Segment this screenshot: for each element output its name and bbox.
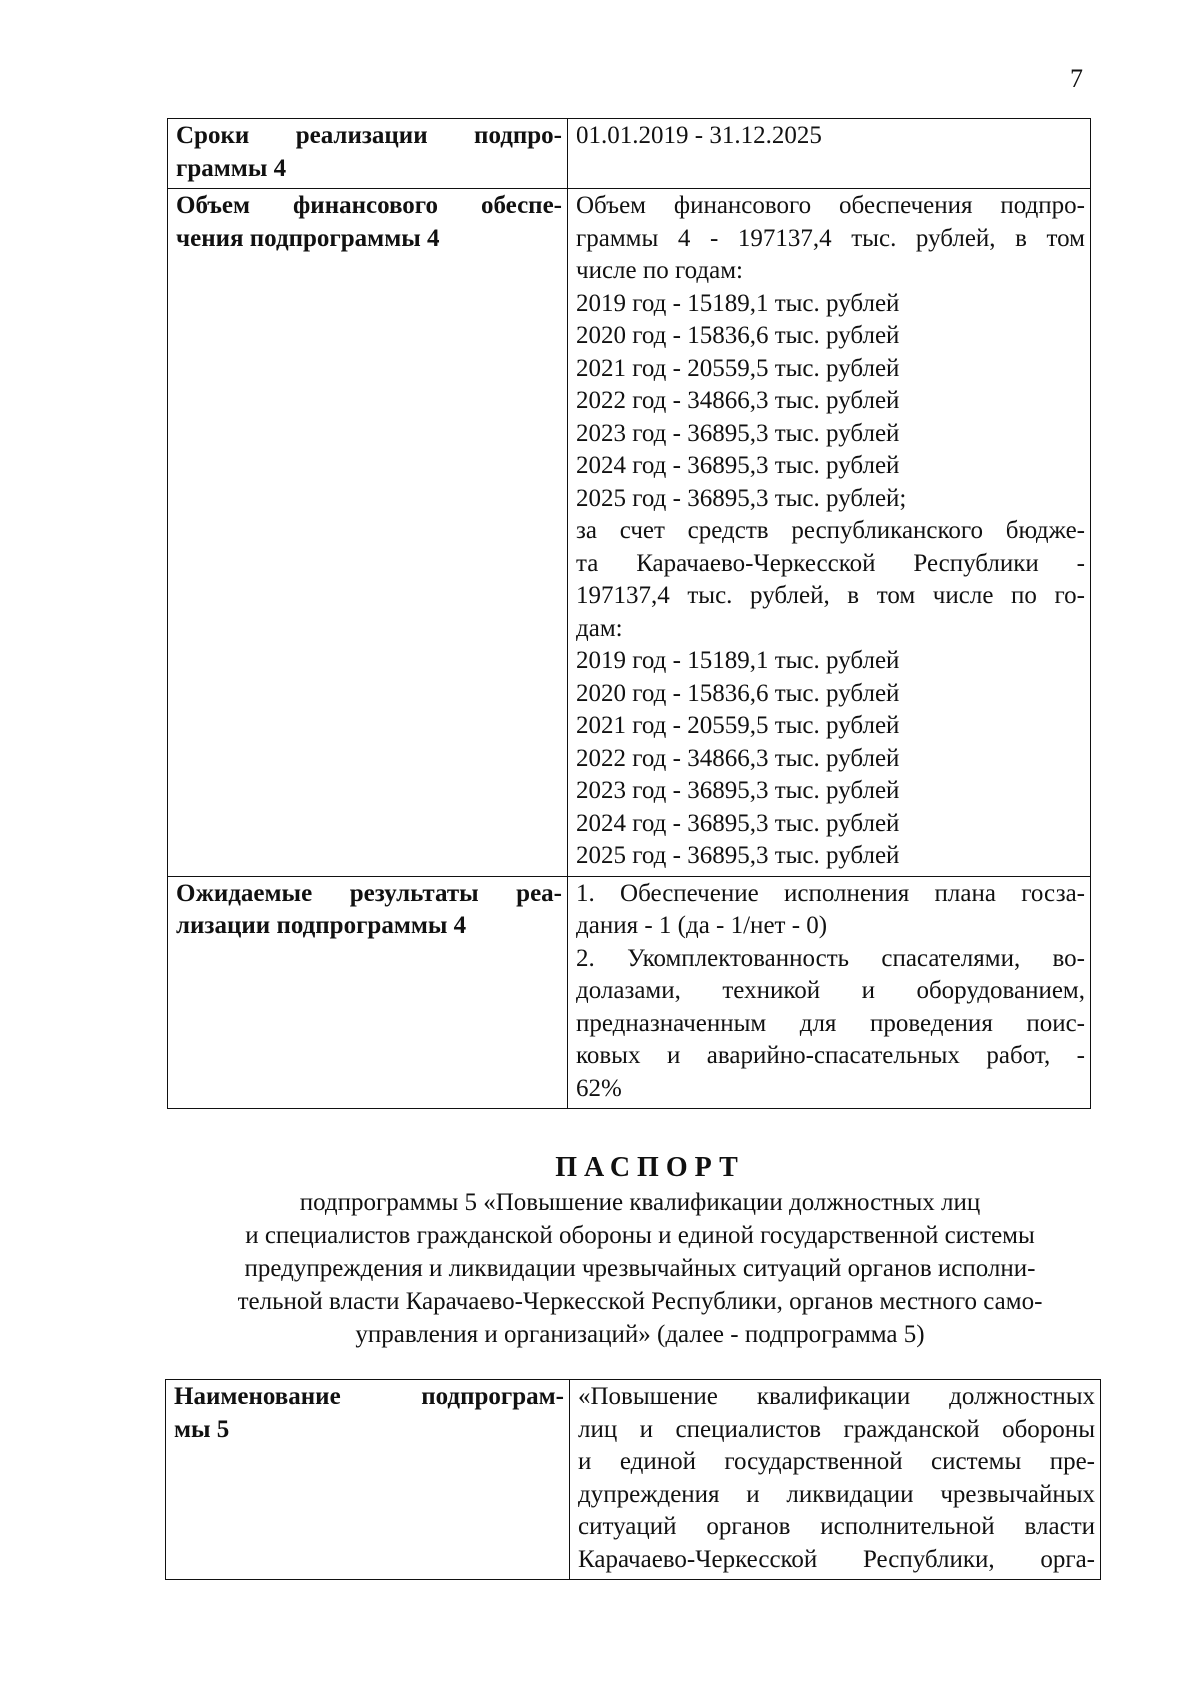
label-cell bbox=[168, 876, 568, 1109]
value-line: та Карачаево-Черкесской Республики - bbox=[576, 549, 1085, 577]
value-line: предназначенным для проведения поис- bbox=[576, 1009, 1085, 1037]
label-cell bbox=[168, 119, 568, 189]
value-line: 1. Обеспечение исполнения плана госза- bbox=[576, 879, 1085, 907]
value-line: 2024 год - 36895,3 тыс. рублей bbox=[576, 452, 900, 479]
label-cell bbox=[166, 1380, 570, 1580]
label-line: граммы 4 bbox=[176, 154, 287, 182]
label-line: лизации подпрограммы 4 bbox=[176, 912, 467, 939]
subprogram-4-passport-table bbox=[167, 118, 1091, 1109]
value-line: граммы 4 - 197137,4 тыс. рублей, в том bbox=[576, 224, 1085, 252]
value-line: 2019 год - 15189,1 тыс. рублей bbox=[576, 289, 900, 317]
table-row-financing-volume bbox=[168, 189, 1091, 877]
value-cell bbox=[568, 876, 1091, 1109]
value-line: ситуаций органов исполнительной власти bbox=[578, 1513, 1095, 1540]
passport-subtitle bbox=[150, 1186, 1130, 1351]
value-line: ковых и аварийно-спасательных работ, - bbox=[576, 1042, 1085, 1069]
value-cell bbox=[568, 119, 1091, 189]
value-line: 2025 год - 36895,3 тыс. рублей; bbox=[576, 484, 907, 512]
value-line: Объем финансового обеспечения подпро- bbox=[576, 192, 1085, 219]
subprogram-5-passport-table bbox=[165, 1379, 1101, 1580]
value-line: 01.01.2019 - 31.12.2025 bbox=[576, 122, 822, 149]
value-cell bbox=[570, 1380, 1101, 1580]
label-line: Наименование подпрограм- bbox=[174, 1383, 564, 1410]
subtitle-line: тельной власти Карачаево-Черкесской Республики, органов местного само- bbox=[237, 1288, 1043, 1315]
value-line: 62% bbox=[576, 1074, 622, 1102]
value-line: 2021 год - 20559,5 тыс. рублей bbox=[576, 354, 900, 382]
label-cell bbox=[168, 189, 568, 877]
subtitle-line: предупреждения и ликвидации чрезвычайных ситуаций органов исполни- bbox=[244, 1255, 1036, 1282]
page-number: 7 bbox=[1070, 64, 1083, 93]
label-line: чения подпрограммы 4 bbox=[176, 224, 440, 252]
value-line: за счет средств республиканского бюдже- bbox=[576, 517, 1085, 544]
subtitle-line: управления и организаций» (далее - подпрограмма 5) bbox=[355, 1321, 925, 1348]
value-line: дупреждения и ликвидации чрезвычайных bbox=[578, 1480, 1095, 1508]
value-line: 2021 год - 20559,5 тыс. рублей bbox=[576, 712, 900, 739]
value-line: 2020 год - 15836,6 тыс. рублей bbox=[576, 322, 900, 349]
value-line: 2025 год - 36895,3 тыс. рублей bbox=[576, 842, 900, 869]
value-line: 2022 год - 34866,3 тыс. рублей bbox=[576, 387, 900, 414]
value-cell bbox=[568, 189, 1091, 877]
value-line: долазами, техникой и оборудованием, bbox=[576, 977, 1085, 1004]
value-line: Карачаево-Черкесской Республики, орга- bbox=[578, 1545, 1095, 1573]
subtitle-line: подпрограммы 5 «Повышение квалификации должностных лиц bbox=[299, 1189, 981, 1216]
value-line: 197137,4 тыс. рублей, в том числе по го- bbox=[576, 582, 1085, 609]
value-line: дам: bbox=[576, 614, 623, 642]
label-line: мы 5 bbox=[174, 1415, 230, 1443]
value-line: «Повышение квалификации должностных bbox=[578, 1383, 1095, 1410]
table-row-implementation-period bbox=[168, 119, 1091, 189]
table-row-expected-results bbox=[168, 876, 1091, 1109]
passport-title: ПАСПОРТ bbox=[555, 1152, 745, 1183]
label-line: Ожидаемые результаты реа- bbox=[176, 879, 562, 907]
value-line: лиц и специалистов гражданской обороны bbox=[578, 1415, 1095, 1443]
value-line: 2. Укомплектованность спасателями, во- bbox=[576, 944, 1085, 972]
table-row-subprogram-name bbox=[166, 1380, 1101, 1580]
label-line: Сроки реализации подпро- bbox=[176, 122, 562, 149]
passport-heading bbox=[150, 1150, 1130, 1351]
value-line: 2020 год - 15836,6 тыс. рублей bbox=[576, 679, 900, 707]
value-line: дания - 1 (да - 1/нет - 0) bbox=[576, 912, 828, 939]
value-line: 2022 год - 34866,3 тыс. рублей bbox=[576, 744, 900, 772]
value-line: и единой государственной системы пре- bbox=[578, 1448, 1095, 1475]
value-line: числе по годам: bbox=[576, 257, 743, 284]
subtitle-line: и специалистов гражданской обороны и единой государственной системы bbox=[245, 1222, 1035, 1249]
value-line: 2023 год - 36895,3 тыс. рублей bbox=[576, 419, 900, 447]
value-line: 2023 год - 36895,3 тыс. рублей bbox=[576, 777, 900, 804]
value-line: 2019 год - 15189,1 тыс. рублей bbox=[576, 647, 900, 674]
label-line: Объем финансового обеспе- bbox=[176, 192, 562, 219]
value-line: 2024 год - 36895,3 тыс. рублей bbox=[576, 809, 900, 837]
